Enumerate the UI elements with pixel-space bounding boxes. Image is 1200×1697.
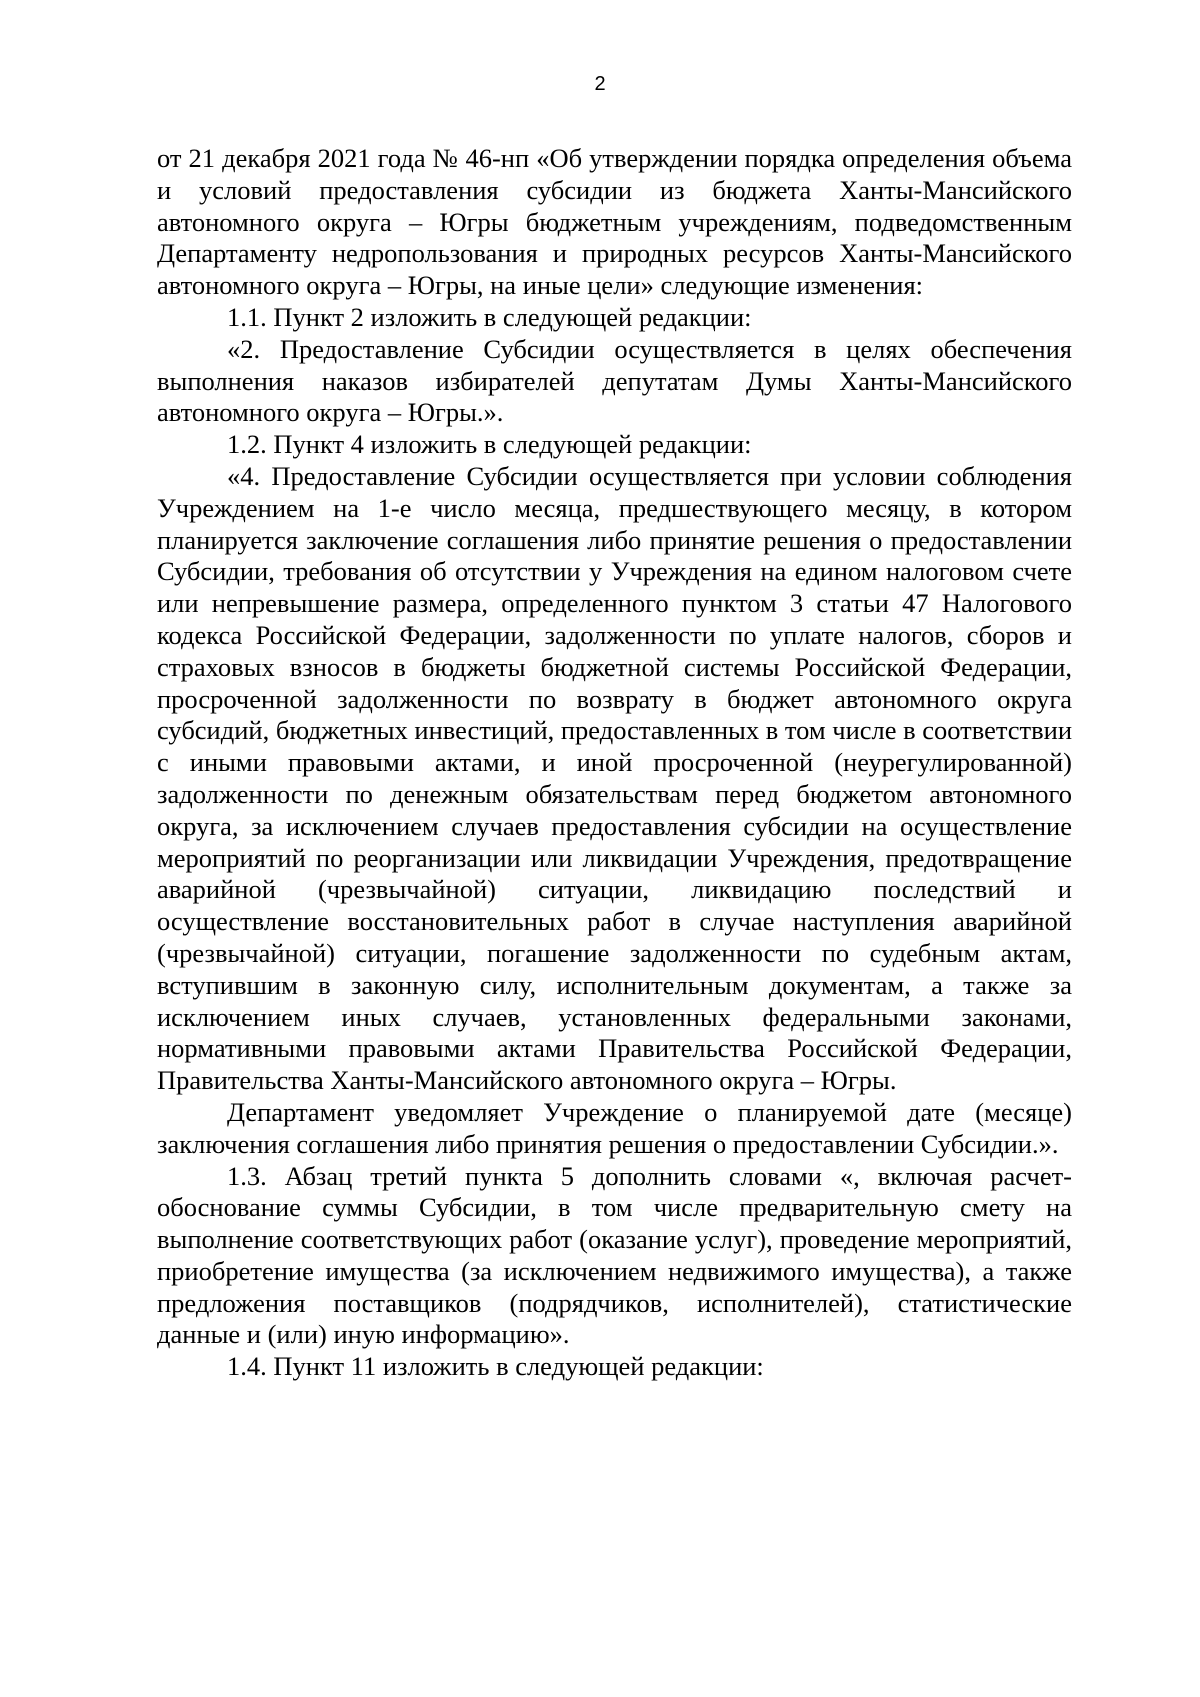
page-number: 2	[594, 73, 606, 95]
paragraph-item-1-4: 1.4. Пункт 11 изложить в следующей редакции:	[227, 1351, 764, 1382]
paragraph-intro: от 21 декабря 2021 года № 46-нп «Об утверждении порядка определения объема и условий предоставления субсидии из бюджета Ханты-Мансийского автономного округа – Югры бюджетным учреждениям, подведомственным Департаменту недропользования и природных ресурсов Ханты-Мансийского автономного округа – Югры, на иные цели» следующие изменения:	[157, 143, 1072, 301]
paragraph-point-4-text: «4. Предоставление Субсидии осуществляется при условии соблюдения Учреждением на 1-е число месяца, предшествующего месяцу, в котором планируется заключение соглашения либо принятие решения о предоставлении Субсидии, требования об отсутствии у Учреждения на едином налоговом счете или непревышение размера, определенного пунктом 3 статьи 47 Налогового кодекса Российской Федерации, задолженности по уплате налогов, сборов и страховых взносов в бюджеты бюджетной системы Российской Федерации, просроченной задолженности по возврату в бюджет автономного округа субсидий, бюджетных инвестиций, предоставленных в том числе в соответствии с иными правовыми актами, и иной просроченной (неурегулированной) задолженности по денежным обязательствам перед бюджетом автономного округа, за исключением случаев предоставления субсидии на осуществление мероприятий по реорганизации или ликвидации Учреждения, предотвращение аварийной (чрезвычайной) ситуации, ликвидацию последствий и осуществление восстановительных работ в случае наступления аварийной (чрезвычайной) ситуации, погашение задолженности по судебным актам, вступившим в законную силу, исполнительным документам, а также за исключением иных случаев, установленных федеральными законами, нормативными правовыми актами Правительства Российской Федерации, Правительства Ханты-Мансийского автономного округа – Югры.	[157, 460, 1073, 1096]
paragraph-item-1-3: 1.3. Абзац третий пункта 5 дополнить словами «, включая расчет-обоснование суммы Субсидии, в том числе предварительную смету на выполнение соответствующих работ (оказание услуг), проведение мероприятий, приобретение имущества (за исключением недвижимого имущества), а также предложения поставщиков (подрядчиков, исполнителей), статистические данные и (или) иную информацию».	[157, 1160, 1072, 1350]
paragraph-item-1-2: 1.2. Пункт 4 изложить в следующей редакции:	[227, 429, 752, 460]
paragraph-department-notice: Департамент уведомляет Учреждение о планируемой дате (месяце) заключения соглашения либо принятия решения о предоставлении Субсидии.».	[157, 1096, 1072, 1159]
paragraph-point-2-text: «2. Предоставление Субсидии осуществляется в целях обеспечения выполнения наказов избирателей депутатам Думы Ханты-Мансийского автономного округа – Югры.».	[157, 333, 1072, 428]
document-body	[157, 143, 1072, 1383]
paragraph-item-1-1: 1.1. Пункт 2 изложить в следующей редакции:	[227, 301, 752, 332]
